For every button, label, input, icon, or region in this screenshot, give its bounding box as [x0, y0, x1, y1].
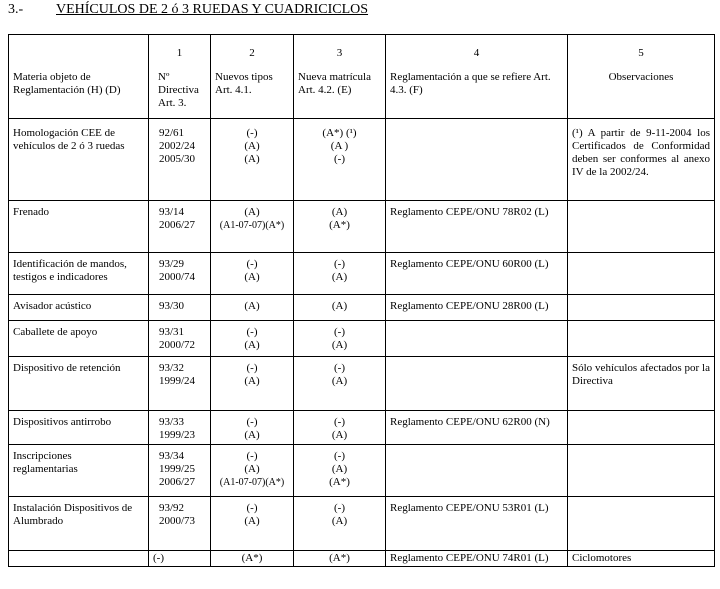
directiva-line: 2006/27	[159, 219, 196, 231]
nuevos-tipos-line: (A)	[244, 206, 260, 218]
directiva-line: 93/32	[159, 362, 185, 374]
table-row	[9, 201, 715, 253]
cell-reglamentacion	[386, 497, 568, 551]
materia-line: testigos e indicadores	[13, 271, 108, 283]
directiva-line: 2000/72	[159, 339, 196, 351]
nuevos-tipos-line: (-)	[246, 127, 258, 139]
nueva-matricula-line: (A)	[331, 339, 348, 351]
cell-observaciones	[568, 551, 715, 567]
cell-directiva	[149, 411, 211, 445]
nueva-matricula-line: (A*)	[329, 219, 350, 231]
reglamentacion-line: Reglamento CEPE/ONU 53R01 (L)	[390, 502, 549, 514]
nuevos-tipos-line: (A)	[244, 300, 260, 312]
observaciones-text: Ciclomotores	[572, 552, 632, 564]
section-title: VEHÍCULOS DE 2 ó 3 RUEDAS Y CUADRICICLOS	[56, 2, 369, 17]
cell-directiva	[149, 357, 211, 411]
nuevos-tipos-line: (-)	[246, 362, 258, 374]
directiva-line: 1999/23	[159, 429, 196, 441]
cell-reglamentacion	[386, 411, 568, 445]
table-row	[9, 445, 715, 497]
cell-nueva-matricula	[294, 253, 386, 295]
cell-observaciones	[568, 357, 715, 411]
section-number: 3.-	[8, 2, 24, 17]
materia-line: Caballete de apoyo	[13, 326, 98, 338]
header-materia-line: Reglamentación (H) (D)	[13, 84, 121, 96]
header-reglamentacion-line: 4.3. (F)	[390, 84, 423, 96]
cell-directiva	[149, 119, 211, 201]
materia-line: Avisador acústico	[13, 300, 92, 312]
reglamentacion-line: Reglamento CEPE/ONU 28R00 (L)	[390, 300, 549, 312]
header-materia-line: Materia objeto de	[13, 71, 91, 83]
nueva-matricula-line: (-)	[334, 326, 345, 338]
directiva-line: 2002/24	[159, 140, 196, 152]
header-observaciones	[568, 35, 715, 119]
nueva-matricula-line: (-)	[334, 502, 345, 514]
cell-observaciones	[568, 497, 715, 551]
directiva-line: 93/14	[159, 206, 185, 218]
column-number: 1	[176, 47, 183, 59]
nuevos-tipos-line: (A)	[244, 515, 260, 527]
cell-nueva-matricula	[294, 497, 386, 551]
nuevos-tipos-line: (A)	[244, 339, 260, 351]
table-row	[9, 119, 715, 201]
nueva-matricula-line: (A)	[331, 429, 348, 441]
cell-materia	[9, 201, 149, 253]
nueva-matricula-line: (-)	[334, 258, 345, 270]
cell-nuevos-tipos	[211, 321, 294, 357]
nuevos-tipos-line: (A1-07-07)(A*)	[219, 477, 285, 488]
nueva-matricula-line: (A)	[331, 515, 348, 527]
nuevos-tipos-line: (-)	[246, 502, 258, 514]
cell-materia	[9, 411, 149, 445]
table-row	[9, 295, 715, 321]
header-directiva	[149, 35, 211, 119]
materia-line: Dispositivo de retención	[13, 362, 121, 374]
cell-observaciones	[568, 201, 715, 253]
cell-nueva-matricula	[294, 201, 386, 253]
directiva-line: 2000/74	[159, 271, 196, 283]
nuevos-tipos-line: (A)	[244, 153, 260, 165]
directiva-line: 93/29	[159, 258, 185, 270]
directiva-line: (-)	[153, 552, 164, 564]
cell-materia	[9, 357, 149, 411]
nueva-matricula-line: (-)	[334, 416, 345, 428]
header-nuevos-tipos	[211, 35, 294, 119]
nueva-matricula-line: (A*)	[329, 552, 350, 564]
nuevos-tipos-line: (-)	[246, 258, 258, 270]
nueva-matricula-line: (-)	[334, 362, 345, 374]
nueva-matricula-line: (A)	[331, 271, 348, 283]
cell-nueva-matricula	[294, 295, 386, 321]
cell-materia	[9, 445, 149, 497]
cell-reglamentacion	[386, 357, 568, 411]
directiva-line: 2000/73	[159, 515, 196, 527]
cell-reglamentacion	[386, 253, 568, 295]
header-observaciones-line: Observaciones	[608, 71, 674, 83]
nueva-matricula-line: (A)	[331, 300, 348, 312]
cell-materia	[9, 551, 149, 567]
nuevos-tipos-line: (-)	[246, 326, 258, 338]
cell-nuevos-tipos	[211, 201, 294, 253]
cell-nuevos-tipos	[211, 119, 294, 201]
nuevos-tipos-line: (A)	[244, 271, 260, 283]
cell-nueva-matricula	[294, 551, 386, 567]
nuevos-tipos-line: (A)	[244, 140, 260, 152]
cell-reglamentacion	[386, 445, 568, 497]
directiva-line: 92/61	[159, 127, 185, 139]
cell-nuevos-tipos	[211, 411, 294, 445]
reglamentacion-line: Reglamento CEPE/ONU 78R02 (L)	[390, 206, 549, 218]
regulation-table	[8, 34, 715, 567]
column-number: 5	[638, 47, 644, 59]
cell-nueva-matricula	[294, 411, 386, 445]
cell-nueva-matricula	[294, 321, 386, 357]
table-row	[9, 551, 715, 567]
header-reglamentacion	[386, 35, 568, 119]
cell-directiva	[149, 295, 211, 321]
directiva-line: 2005/30	[159, 153, 196, 165]
column-number: 3	[336, 47, 343, 59]
cell-reglamentacion	[386, 321, 568, 357]
cell-reglamentacion	[386, 551, 568, 567]
header-row	[9, 35, 715, 119]
cell-reglamentacion	[386, 201, 568, 253]
nuevos-tipos-line: (-)	[246, 450, 258, 462]
cell-observaciones	[568, 253, 715, 295]
materia-line: vehículos de 2 ó 3 ruedas	[13, 140, 125, 152]
directiva-line: 93/92	[159, 502, 185, 514]
directiva-line: 93/30	[159, 300, 185, 312]
cell-observaciones	[568, 119, 715, 201]
nueva-matricula-line: (-)	[334, 153, 345, 165]
nuevos-tipos-line: (A)	[244, 429, 260, 441]
materia-line: Alumbrado	[13, 515, 64, 527]
table-row	[9, 357, 715, 411]
cell-directiva	[149, 253, 211, 295]
header-nueva-matricula-line: Nueva matrícula	[298, 71, 371, 83]
column-number: 4	[473, 47, 480, 59]
nueva-matricula-line: (-)	[334, 450, 345, 462]
header-reglamentacion-line: Reglamentación a que se refiere Art.	[390, 71, 551, 83]
cell-materia	[9, 321, 149, 357]
table-row	[9, 497, 715, 551]
cell-observaciones	[568, 295, 715, 321]
cell-directiva	[149, 497, 211, 551]
header-directiva-line: Directiva	[158, 84, 199, 96]
nueva-matricula-line: (A)	[331, 206, 348, 218]
directiva-line: 93/31	[159, 326, 185, 338]
materia-line: Inscripciones	[13, 450, 72, 462]
cell-observaciones	[568, 321, 715, 357]
cell-nuevos-tipos	[211, 497, 294, 551]
table-row	[9, 253, 715, 295]
nuevos-tipos-line: (A*)	[241, 552, 263, 564]
observaciones-text: (¹) A partir de 9-11-2004 los Certificados de Conformidad deben ser conformes al anexo IV de la 2002/24.	[572, 127, 710, 178]
cell-materia	[9, 295, 149, 321]
nuevos-tipos-line: (A)	[244, 375, 260, 387]
reglamentacion-line: Reglamento CEPE/ONU 74R01 (L)	[390, 552, 549, 564]
nuevos-tipos-line: (A)	[244, 463, 260, 475]
header-nuevos-tipos-line: Art. 4.1.	[215, 84, 252, 96]
materia-line: Dispositivos antirrobo	[13, 416, 112, 428]
directiva-line: 1999/25	[159, 463, 196, 475]
header-directiva-line: Nº	[158, 71, 170, 83]
cell-reglamentacion	[386, 119, 568, 201]
cell-nuevos-tipos	[211, 551, 294, 567]
cell-nuevos-tipos	[211, 357, 294, 411]
cell-directiva	[149, 201, 211, 253]
reglamentacion-line: Reglamento CEPE/ONU 60R00 (L)	[390, 258, 549, 270]
nueva-matricula-line: (A )	[330, 140, 349, 152]
directiva-line: 1999/24	[159, 375, 196, 387]
cell-materia	[9, 497, 149, 551]
cell-nueva-matricula	[294, 119, 386, 201]
cell-nueva-matricula	[294, 445, 386, 497]
header-nuevos-tipos-line: Nuevos tipos	[215, 71, 273, 83]
materia-line: reglamentarias	[13, 463, 78, 475]
cell-directiva	[149, 321, 211, 357]
observaciones-text: Sólo vehículos afectados por la Directiva	[572, 362, 710, 387]
table-row	[9, 321, 715, 357]
header-directiva-line: Art. 3.	[158, 97, 187, 109]
materia-line: Frenado	[13, 206, 50, 218]
directiva-line: 93/33	[159, 416, 185, 428]
nueva-matricula-line: (A*)	[329, 476, 350, 488]
cell-reglamentacion	[386, 295, 568, 321]
cell-materia	[9, 119, 149, 201]
nueva-matricula-line: (A)	[331, 375, 348, 387]
directiva-line: 93/34	[159, 450, 185, 462]
cell-nuevos-tipos	[211, 445, 294, 497]
reglamentacion-line: Reglamento CEPE/ONU 62R00 (N)	[390, 416, 550, 428]
cell-nueva-matricula	[294, 357, 386, 411]
header-materia	[9, 35, 149, 119]
header-nueva-matricula-line: Art. 4.2. (E)	[298, 84, 352, 96]
table-row	[9, 411, 715, 445]
cell-directiva	[149, 445, 211, 497]
cell-nuevos-tipos	[211, 253, 294, 295]
cell-materia	[9, 253, 149, 295]
materia-line: Identificación de mandos,	[13, 258, 127, 270]
cell-observaciones	[568, 411, 715, 445]
cell-observaciones	[568, 445, 715, 497]
nuevos-tipos-line: (-)	[246, 416, 258, 428]
materia-line: Homologación CEE de	[13, 127, 116, 139]
header-nueva-matricula	[294, 35, 386, 119]
column-number: 2	[249, 47, 255, 59]
nuevos-tipos-line: (A1-07-07)(A*)	[219, 220, 285, 231]
cell-directiva	[149, 551, 211, 567]
materia-line: Instalación Dispositivos de	[13, 502, 133, 514]
nueva-matricula-line: (A*) (¹)	[322, 127, 357, 139]
directiva-line: 2006/27	[159, 476, 196, 488]
nueva-matricula-line: (A)	[331, 463, 348, 475]
regulation-table-body	[9, 35, 715, 567]
cell-nuevos-tipos	[211, 295, 294, 321]
